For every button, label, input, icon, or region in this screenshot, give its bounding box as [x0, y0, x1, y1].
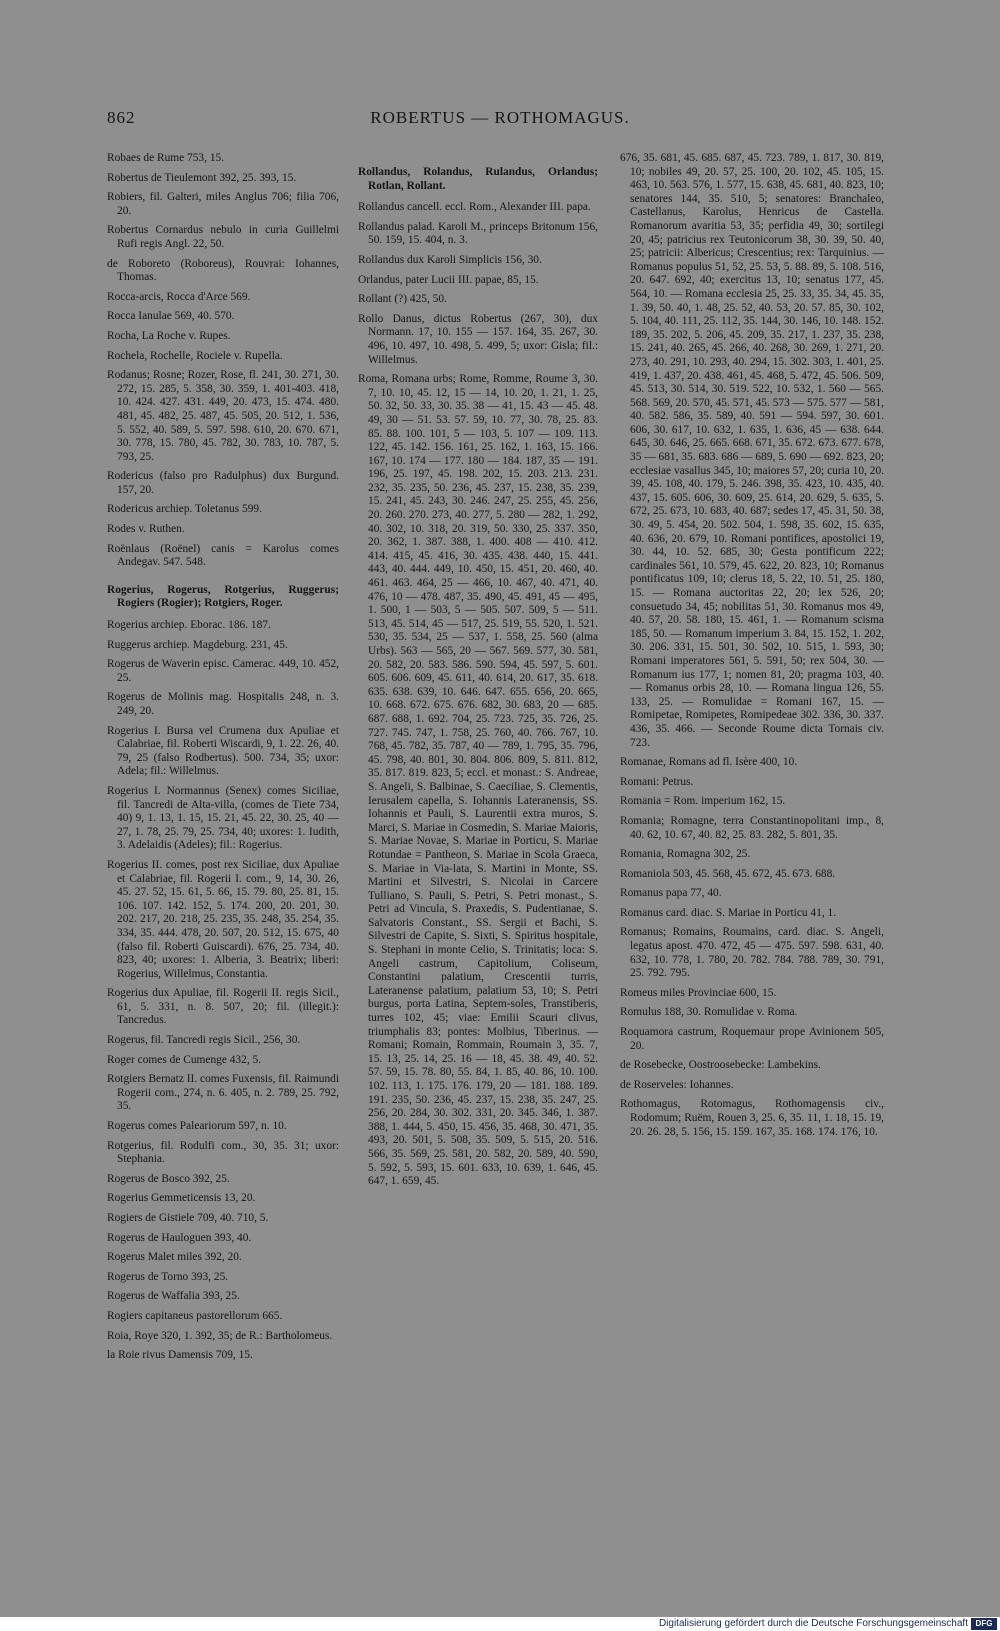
page-number: 862: [107, 108, 136, 127]
index-entry: Romani: Petrus.: [620, 775, 694, 788]
index-entry: Rogerus de Torno 393, 25.: [107, 1270, 229, 1283]
index-entry: Romanus; Romains, Roumains, card. diac. S. Angeli, legatus apost. 470. 472, 45 — 475. 597. 598. 631, 40. 632, 10. 778, 1. 780, 20. 782. 784. 788. 789, 30. 791, 25. 792. 795.: [620, 926, 884, 980]
index-entry: Roma, Romana urbs; Rome, Romme, Roume 3, 30. 7, 10. 10, 45. 12, 15 — 14, 10. 20, 1. 21, 1. 25, 50. 32, 50. 33, 30. 35. 38 — 41, 15. 43 — 45. 48. 49, 30 — 51. 53. 57. 59, 10. 77, 30. 78, 25. 83. 85. 88. 100. 101, 5 — 103, 5. 107 — 109. 113. 122, 45. 142. 156. 161, 25. 162, 1. 163, 15. 166. 167, 10. 174 — 177. 180 — 184. 187, 35 — 191. 196, 25. 197, 45. 198. 202, 15. 203. 213. 231. 232, 35. 235, 50. 236, 45. 237, 15. 238, 35. 239, 15. 241, 45. 243, 30. 246. 247, 25. 255, 45. 256, 20. 260. 270. 273, 40. 277, 5. 280 — 282, 1. 292, 40. 302, 10. 318, 20. 319, 50. 330, 25. 337. 350, 20. 362, 1. 387. 388, 1. 400. 408 — 410. 412. 414. 415, 45. 416, 30. 435. 438. 440, 15. 441. 443, 40. 444. 449, 10. 450, 15. 451, 20. 460, 40. 461. 463. 464, 25 — 466, 10. 467, 40. 471, 40. 476, 10 — 478. 487, 35. 490, 45. 491, 45 — 495, 1. 500, 1 — 503, 5 — 505. 507. 509, 5 — 511. 513, 45. 514, 45 — 517, 25. 519, 55. 520, 1. 521. 530, 35. 534, 25 — 537, 1. 558, 25. 560 (alma Urbs). 563 — 565, 20 — 567. 569. 577, 30. 581, 20. 582, 20. 583. 586. 590. 594, 45. 597, 5. 601. 605. 606. 609, 45. 611, 40. 614, 20. 617, 35. 618. 635. 638. 639, 10. 646. 647. 655. 656, 20. 665, 10. 668. 672. 675. 676. 682, 30. 683, 20 — 685. 687. 688, 1. 692. 704, 25. 723. 725, 35. 726, 25. 727. 745. 747, 1. 758, 25. 760, 40. 766. 767, 10. 768, 45. 782, 35. 787, 40 — 789, 1. 795, 35. 796, 45. 798, 40. 801, 30. 804. 806. 809, 5. 811. 812, 35. 817. 819. 823, 5; eccl. et monast.: S. Andreae, S. Angeli, S. Balbinae, S. Caeciliae, S. Clementis, Ierusalem capella, S. Iohannis Lateranensis, SS. Iohannis et Pauli, S. Laurentii extra muros, S. Marci, S. Mariae in Cosmedin, S. Mariae Maioris, S. Mariae Novae, S. Mariae in Porticu, S. Mariae Rotundae = Pantheon, S. Mariae in Scola Graeca, S. Mariae in Via-lata, S. Martini in Monte, SS. Martini et Silvestri, S. Nicolai in Carcere Tulliano, S. Pauli, S. Petri, S. Petri monast., S. Petri ad Vincula, S. Praxedis, S. Pudentianae, S. Salvatoris Constant., SS. Sergii et Bachi, S. Silvestri de Capite, S. Sixti, S. Spiritus hospitale, S. Stephani in monte Celio, S. Trinitatis; loca: S. Angeli castrum, Capitolium, Coliseum, Constantini palatium, Crescentii turris, Lateranense palatium, palatium 53, 10; S. Petri burgus, porta Latina, Septem-soles, Transtiberis, turres 102, 45; viae: Emilii Scauri clivus, triumphalis 83; pontes: Molbius, Tiberinus. — Romani; Romain, Rommain, Roumain 3, 35. 7, 15. 13, 25. 14, 25. 16 — 18, 45. 38. 49, 40. 52. 57. 59, 15. 78. 80, 55. 84, 1. 85, 40. 86, 10. 100. 102. 113, 1. 175. 176. 179, 20 — 181. 188. 189. 191. 235, 50. 236, 45. 237, 15. 238, 35. 247, 25. 256, 20. 284, 30. 302. 331, 20. 345. 346, 1. 387. 388, 1. 444, 5. 450, 15. 456, 35. 468, 30. 471, 35. 493, 20. 501, 5. 508, 35. 509, 5. 515, 20. 516. 566, 35. 569, 25. 581, 20. 582, 20. 589, 40. 590, 5. 592, 5. 593, 15. 601. 633, 10. 639, 1. 646, 45. 647, 1. 659, 45.: [358, 373, 598, 1188]
index-entry: 676, 35. 681, 45. 685. 687, 45. 723. 789, 1. 817, 30. 819, 10; nobiles 49, 20. 57, 25. 100, 20. 102, 45. 105, 15. 463, 10. 563. 576, 1. 577, 15. 638, 45. 681, 40. 823, 10; senatores 144, 35. 510, 5; senatores: Branchaleo, Castellanus, Karolus, Henricus de Castella. Romanorum avaritia 53, 35; perfidia 49, 30; sortilegi 20, 45; patricius rex Teutonicorum 38, 30. 39, 50. 40, 25; patricii: Albericus; Crescentius; rex: Tarquinius. — Romanus populus 51, 52, 25. 53, 5. 88. 89, 5. 108. 516, 20. 647. 692, 40; exercitus 13, 10; senatus 177, 45. 564, 10. — Romana ecclesia 25, 25. 33, 35. 34, 45. 35, 1. 39, 50. 40, 1. 48, 25. 52, 40. 53, 20. 57. 85, 30. 102, 5. 104, 40. 111, 25. 112, 35. 144, 30. 146, 10. 148. 152. 189, 35. 202, 5. 206, 45. 209, 35. 217, 1. 237, 35. 238, 15. 241, 40. 265, 45. 266, 40. 268, 30. 269, 1. 271, 20. 273, 40. 291, 10. 293, 40. 294, 15. 302. 303, 1. 401, 25. 419, 1. 437, 20. 438. 461, 45. 468, 5. 472, 45. 506. 509, 45. 513, 30. 514, 30. 519. 522, 10. 532, 1. 560 — 565. 568. 569, 20. 570, 45. 571, 45. 573 — 575. 577 — 581, 40. 582. 586, 35. 589, 40. 591 — 594. 597, 30. 601. 606, 30. 617, 10. 632, 1. 635, 1. 636, 45 — 638. 644. 645, 30. 646, 25. 665. 668. 671, 35. 672. 673. 677. 678, 35 — 681, 35. 683. 686 — 689, 5. 690 — 692. 823, 20; ecclesiae vasallus 345, 10; maiores 57, 20; curia 10, 20. 39, 45. 108, 40. 179, 5. 246. 398, 35. 423, 10. 435, 40. 437, 15. 605. 606, 30. 609, 25. 614, 20. 629, 5. 635, 5. 672, 25. 673, 10. 683, 40. 687; sedes 17, 45. 31, 50. 38, 30. 49, 5. 454, 20. 502. 504, 1. 598, 35. 602, 15. 635, 40. 636, 20. 679, 10. Romani pontifices, apostolici 19, 30. 44, 10. 52. 685, 30; Gesta pontificum 222; cardinales 561, 10. 579, 45. 622, 20. 823, 10; Romanus pontificatus 109, 10; clerus 18, 5. 22, 10. 51, 25. 180, 15. — Romana auctoritas 22, 20; lex 526, 20; consuetudo 34, 45; nobilitas 51, 30. Romanus mos 49, 40. 57, 20. 58. 180, 15. 461, 1. — Romanum scisma 185, 50. — Romanum imperium 3. 84, 15. 152, 1. 202, 30. 206. 331, 15. 501, 30. 502, 10. 515, 1. 593, 30; Romani imperatores 561, 5. 591, 50; rex 504, 30. — Romanum ius 177, 1; nomen 81, 20; pragma 103, 40. — Romanus orbis 28, 10. — Romana lingua 126, 55. 133, 25. — Romulidae = Romani 167, 15. — Romipetae, Romipetes, Romipedeae 302. 336, 30. 337. 436, 35. 466. — Seconde Roume dicta Tornais civ. 723.: [620, 152, 885, 749]
index-entry: Rogerus Malet miles 392, 20.: [107, 1251, 242, 1264]
index-entry: Roquamora castrum, Roquemaur prope Avinionem 505, 20.: [620, 1026, 884, 1052]
index-heading: Rogerius, Rogerus, Rotgerius, Ruggerus; Rogiers (Rogier); Rotgiers, Roger.: [107, 583, 339, 610]
index-entry: de Rosebecke, Oostroosebecke: Lambekins.: [620, 1059, 821, 1072]
index-entry: Rollandus dux Karoli Simplicis 156, 30.: [358, 253, 542, 266]
index-entry: Rochela, Rochelle, Rociele v. Rupella.: [107, 349, 283, 362]
index-entry: Roger comes de Cumenge 432, 5.: [107, 1053, 262, 1066]
index-entry: Robaes de Rume 753, 15.: [107, 152, 225, 164]
index-entry: Rocca Ianulae 569, 40. 570.: [107, 310, 235, 323]
index-entry: Roënlaus (Roënel) canis = Karolus comes Andegav. 547. 548.: [107, 542, 339, 569]
index-entry: Rogerus, fil. Tancredi regis Sicil., 256, 30.: [107, 1034, 301, 1047]
index-entry: Romania; Romagne, terra Constantinopolitani imp., 8, 40. 62, 10. 67, 40. 82, 25. 83. 282, 5. 801, 35.: [620, 814, 884, 841]
index-entry: Romania = Rom. imperium 162, 15.: [620, 795, 786, 808]
index-entry: Romanus papa 77, 40.: [620, 887, 722, 900]
index-entry: Ruggerus archiep. Magdeburg. 231, 45.: [107, 638, 288, 651]
index-entry: Romanae, Romans ad fl. Isère 400, 10.: [620, 756, 798, 769]
index-entry: Rogerius dux Apuliae, fil. Rogerii II. regis Sicil., 61, 5. 331, n. 8. 507, 20; fil. (illegit.): Tancredus.: [107, 987, 339, 1027]
index-entry: Rogerius Gemmeticensis 13, 20.: [107, 1192, 256, 1205]
index-entry: Rotgiers Bernatz II. comes Fuxensis, fil. Raimundi Rogerii com., 274, n. 6. 405, n. 2. 789, 25. 792, 35.: [107, 1073, 339, 1113]
index-column-1: [107, 152, 339, 1369]
index-entry: de Roserveles: Iohannes.: [620, 1078, 734, 1091]
index-entry: Romulus 188, 30. Romulidae v. Roma.: [620, 1006, 798, 1019]
index-entry: Romanus card. diac. S. Mariae in Porticu 41, 1.: [620, 906, 837, 919]
index-entry: Rogerus de Waffalia 393, 25.: [107, 1290, 240, 1303]
index-entry: Romaniola 503, 45. 568, 45. 672, 45. 673. 688.: [620, 867, 836, 880]
index-column-3: [620, 152, 884, 1145]
index-entry: Rollo Danus, dictus Robertus (267, 30), dux Normann. 17, 10. 155 — 157. 164, 35. 267, 30. 496, 10. 497, 10. 498, 5. 499, 5; uxor: Gisla; fil.: Willelmus.: [358, 312, 598, 366]
index-entry: Rollant (?) 425, 50.: [358, 293, 447, 306]
index-entry: Rocha, La Roche v. Rupes.: [107, 329, 231, 342]
index-entry: Rogerus de Waverin episc. Camerac. 449, 10. 452, 25.: [107, 658, 339, 684]
running-title: ROBERTUS — ROTHOMAGUS.: [370, 108, 630, 127]
index-entry: Rogerus de Molinis mag. Hospitalis 248, n. 3. 249, 20.: [107, 691, 339, 717]
index-entry: Rotgerius, fil. Rodulfi com., 30, 35. 31; uxor: Stephania.: [107, 1139, 339, 1166]
index-entry: Rothomagus, Rotomagus, Rothomagensis civ., Rodomum; Ruëm, Rouen 3, 25. 6, 35. 11, 1. 18, 15. 19, 20. 26. 28, 5. 156, 15. 159. 167, 35. 168. 174. 176, 10.: [620, 1098, 884, 1138]
index-entry: Rollandus palad. Karoli M., princeps Britonum 156, 50. 159, 15. 404, n. 3.: [358, 220, 598, 247]
index-entry: Rodanus; Rosne; Rozer, Rose, fl. 241, 30. 271, 30. 272, 15. 285, 5. 358, 30. 359, 1. 401-403. 418, 10. 424. 427. 431. 449, 20. 473, 15. 474. 480. 481, 45. 482, 25. 487, 45. 505, 20. 512, 1. 536, 5. 552, 40. 589, 5. 597. 598. 610, 20. 670. 671, 30. 778, 15. 780, 45. 782, 30. 783, 10. 787, 5. 793, 25.: [107, 369, 339, 463]
index-entry: Rogerus comes Paleariorum 597, n. 10.: [107, 1120, 287, 1133]
index-entry: Robertus Cornardus nebulo in curia Guillelmi Rufi regis Angl. 22, 50.: [107, 224, 339, 250]
index-entry: Rodericus archiep. Toletanus 599.: [107, 503, 262, 516]
dfg-logo: DFG: [971, 1618, 997, 1630]
index-entry: Rogerus de Hauloguen 393, 40.: [107, 1231, 252, 1244]
index-entry: Rogerus de Bosco 392, 25.: [107, 1172, 230, 1185]
index-entry: la Roie rivus Damensis 709, 15.: [107, 1349, 253, 1362]
index-entry: Rogerius archiep. Eborac. 186. 187.: [107, 619, 271, 632]
index-entry: Roia, Roye 320, 1. 392, 35; de R.: Bartholomeus.: [107, 1329, 333, 1342]
index-heading: Rollandus, Rolandus, Rulandus, Orlandus; Rotlan, Rollant.: [358, 166, 598, 192]
index-entry: de Roboreto (Roboreus), Rouvrai: Iohannes, Thomas.: [107, 257, 339, 284]
index-column-2: [358, 152, 598, 1195]
index-entry: Rogerius II. comes, post rex Siciliae, dux Apuliae et Calabriae, fil. Rogerii I. com., 9, 14, 30. 26, 45. 27. 52, 15. 61, 5. 66, 15. 79. 80, 25. 81, 15. 106. 107. 142. 152, 5. 174. 200, 20. 201, 30. 202. 217, 20. 218, 25. 235, 35. 248, 35. 254, 35. 334, 35. 444. 478, 20. 507, 20. 512, 15. 675, 40 (falso fil. Roberti Guiscardi). 676, 25. 734, 40. 823, 40; uxores: 1. Alberia, 3. Beatrix; liberi: Rogerius, Willelmus, Constantia.: [107, 858, 339, 980]
index-entry: Romeus miles Provinciae 600, 15.: [620, 986, 777, 999]
index-entry: Rodericus (falso pro Radulphus) dux Burgund. 157, 20.: [107, 470, 339, 496]
index-entry: Robiers, fil. Galteri, miles Anglus 706; filia 706, 20.: [107, 191, 339, 217]
index-entry: Rogiers capitaneus pastorellorum 665.: [107, 1309, 283, 1322]
page-header: [0, 0, 1000, 40]
index-entry: Romania, Romagna 302, 25.: [620, 848, 751, 861]
index-entry: Robertus de Tieulemont 392, 25. 393, 15.: [107, 171, 297, 184]
index-entry: Rodes v. Ruthen.: [107, 523, 185, 536]
index-entry: Rollandus cancell. eccl. Rom., Alexander III. papa.: [358, 201, 591, 214]
index-entry: Rogiers de Gistiele 709, 40. 710, 5.: [107, 1212, 269, 1224]
index-entry: Rocca-arcis, Rocca d'Arce 569.: [107, 290, 251, 303]
digitization-notice: Digitalisierung gefördert durch die Deutsche Forschungsgemeinschaft: [658, 1618, 968, 1629]
index-entry: Orlandus, pater Lucii III. papae, 85, 15.: [358, 273, 539, 286]
index-entry: Rogerius I. Bursa vel Crumena dux Apuliae et Calabriae, fil. Roberti Wiscardi, 9, 1. 22. 26, 40. 79, 25 (falso Rodbertus). 500. 734, 35; uxor: Adela; fil.: Willelmus.: [107, 724, 339, 778]
index-entry: Rogerius I. Normannus (Senex) comes Siciliae, fil. Tancredi de Alta-villa, (comes de Tiete 734, 40) 9, 1. 13, 1. 15, 15. 21, 45. 22, 30. 25, 40 — 27, 1. 78, 25. 79, 25. 734, 40; uxores: 1. Iudith, 3. Adelaidis (Adeles); fil.: Rogerius.: [107, 784, 339, 852]
